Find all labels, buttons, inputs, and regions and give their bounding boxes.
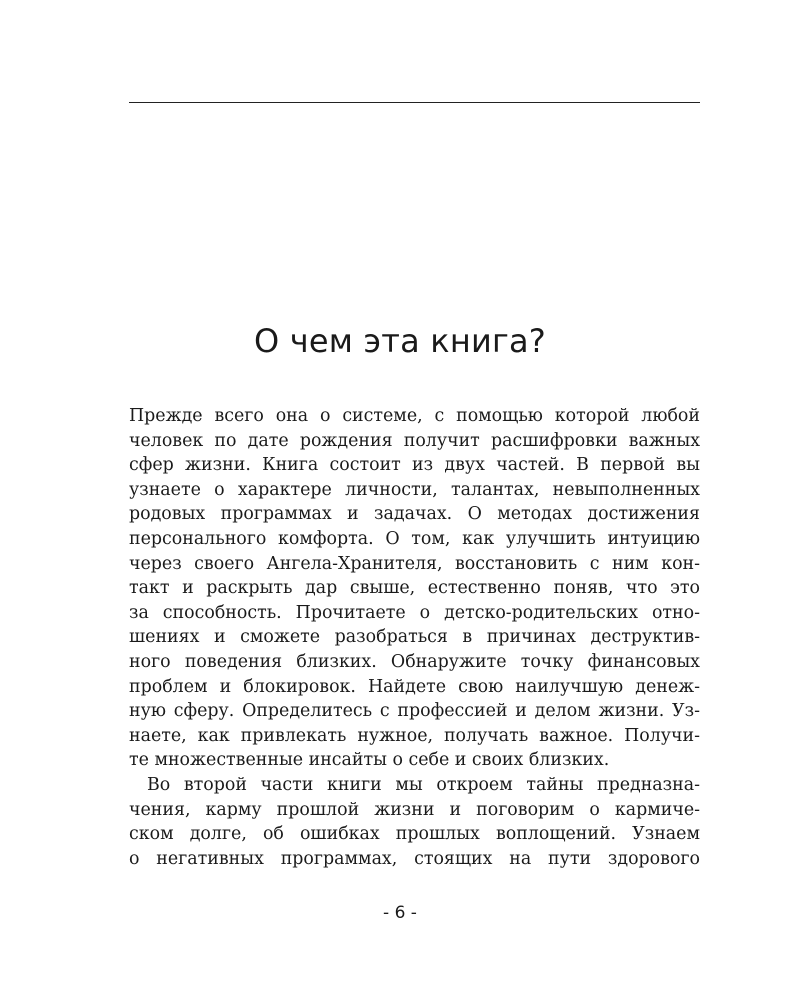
body-text [129,404,700,871]
text-line: ного поведения близких. Обнаружите точку финансовых [129,651,700,672]
text-line: ную сферу. Определитесь с профессией и делом жизни. Уз- [129,701,700,722]
text-line: персонального комфорта. О том, как улучшить интуицию [129,528,700,549]
text-line: Прежде всего она о системе, с помощью которой любой [129,406,700,426]
text-line: проблем и блокировок. Найдете свою наилучшую денеж- [129,676,700,697]
text-line: такт и раскрыть дар свыше, естественно поняв, что это [129,578,700,599]
page-number: - 6 - [383,903,417,923]
text-line: родовых программах и задачах. О методах достижения [129,504,700,525]
text-line: за способность. Прочитаете о детско-родительских отно- [129,602,700,623]
text-line: чения, карму прошлой жизни и поговорим о кармиче- [129,799,700,820]
paragraph-2 [129,773,700,871]
paragraph-1 [129,404,700,773]
text-line: узнаете о характере личности, талантах, невыполненных [129,479,700,500]
text-line: человек по дате рождения получит расшифровки важных [129,430,700,451]
header-rule [129,102,700,103]
text-line: Во второй части книги мы откроем тайны предназна- [147,774,700,795]
text-line: сфер жизни. Книга состоит из двух частей. В первой вы [129,455,700,476]
text-line: те множественные инсайты о себе и своих близких. [129,750,610,771]
text-line: наете, как привлекать нужное, получать важное. Получи- [129,725,700,746]
chapter-title: О чем эта книга? [254,322,546,360]
text-line: ском долге, об ошибках прошлых воплощений. Узнаем [129,824,700,845]
text-line: шениях и сможете разобраться в причинах деструктив- [129,627,700,648]
text-line: через своего Ангела-Хранителя, восстановить с ним кон- [129,553,700,574]
text-line: о негативных программах, стоящих на пути здорового [129,848,700,869]
